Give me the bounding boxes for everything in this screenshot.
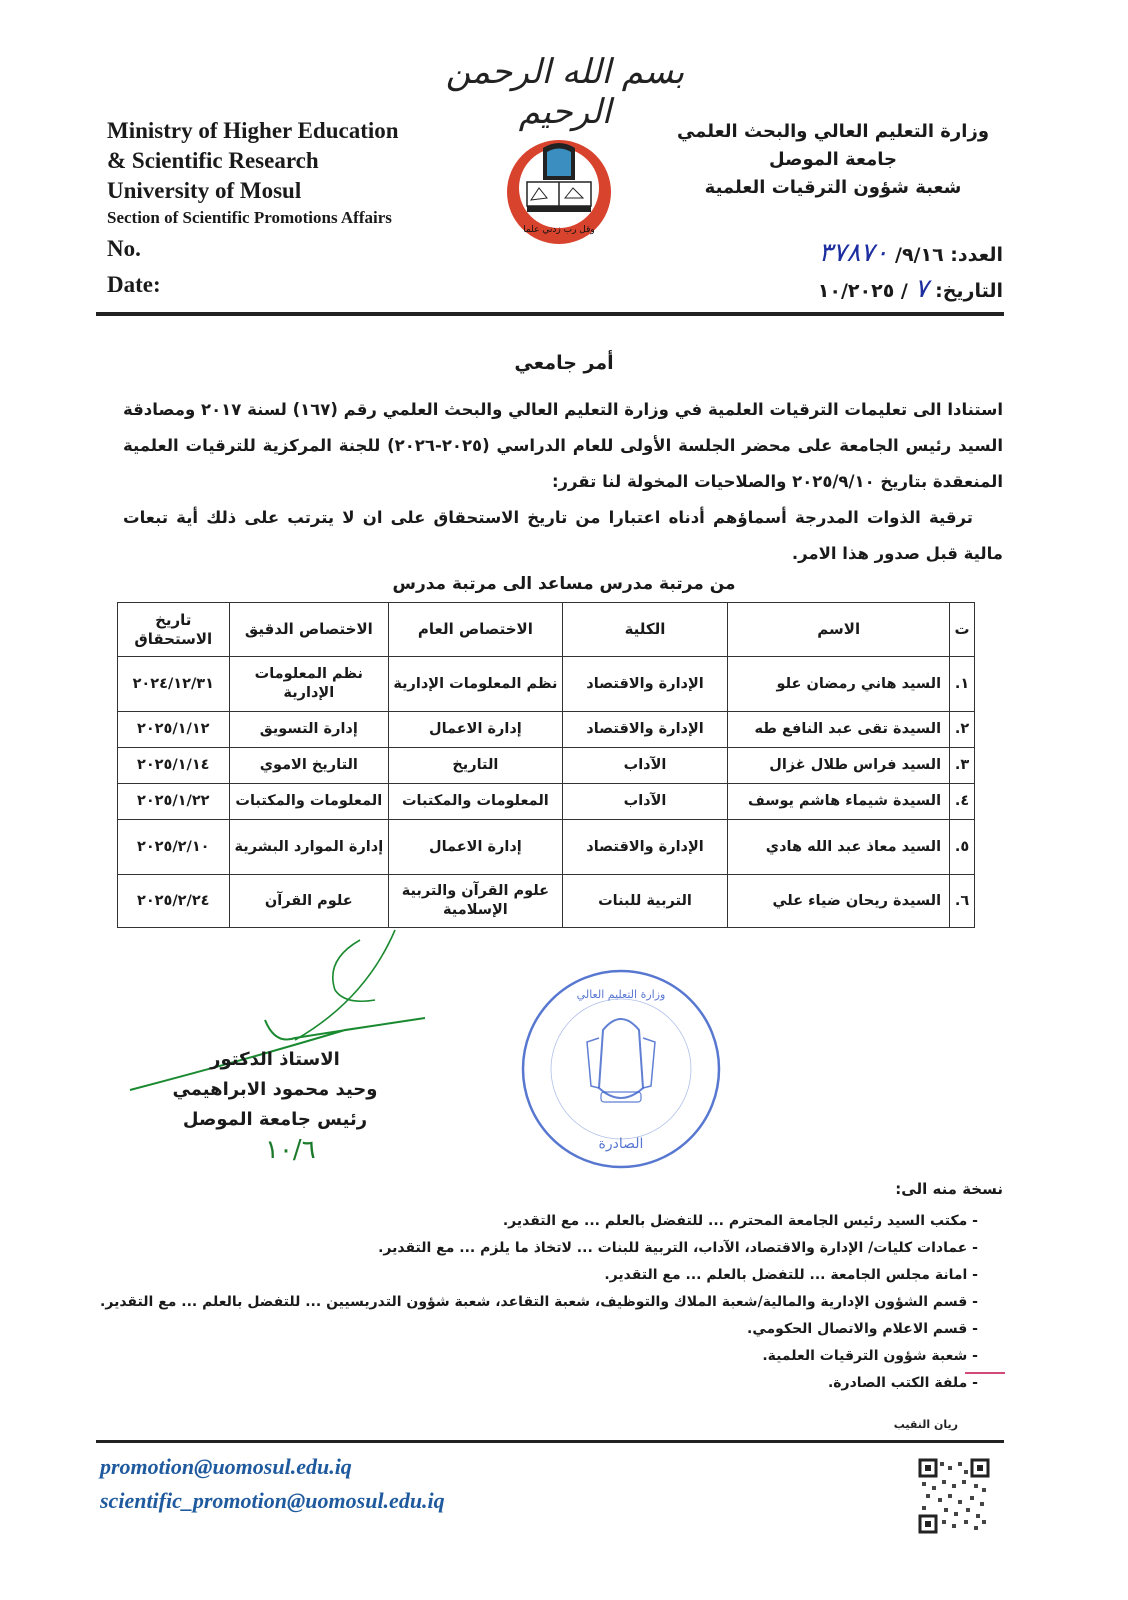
cell-name: السيد فراس طلال غزال (728, 748, 950, 784)
cell-seq: ٦. (950, 875, 975, 928)
svg-text:وقل رب زدني علما: وقل رب زدني علما (523, 225, 595, 235)
typist-initials: ريان النقيب (893, 1418, 958, 1431)
date-label-ar: التاريخ: (935, 280, 1003, 302)
col-header-name: الاسم (728, 603, 950, 657)
cell-seq: ١. (950, 657, 975, 712)
cell-date: ٢٠٢٥/١/٢٢ (118, 784, 230, 820)
footer-emails (100, 1450, 445, 1518)
col-header-date: تاريخ الاستحقاق (118, 603, 230, 657)
cell-general: التاريخ (389, 748, 563, 784)
copies-heading: نسخة منه الى: (895, 1180, 1003, 1198)
cell-date: ٢٠٢٥/٢/٢٤ (118, 875, 230, 928)
no-value: ٩/١٦/ (894, 244, 944, 266)
official-stamp-icon (503, 968, 739, 1170)
cell-seq: ٥. (950, 820, 975, 875)
basmala: بسم الله الرحمن الرحيم (445, 52, 685, 132)
col-header-general: الاختصاص العام (389, 603, 563, 657)
table-header-row (118, 603, 975, 657)
cell-name: السيدة شيماء هاشم يوسف (728, 784, 950, 820)
signature-block (125, 1045, 425, 1135)
svg-text:الصادرة: الصادرة (598, 1136, 644, 1152)
signature-handwritten-date: ١٠/٦ (265, 1135, 316, 1165)
table-row (118, 784, 975, 820)
col-header-specific: الاختصاص الدقيق (229, 603, 389, 657)
cell-date: ٢٠٢٤/١٢/٣١ (118, 657, 230, 712)
date-handwritten-day: ٧ (914, 274, 929, 304)
section-name-ar: شعبة شؤون الترقيات العلمية (704, 177, 962, 198)
cell-college: الآداب (562, 784, 728, 820)
ministry-name-en-2: & Scientific Research (107, 148, 319, 173)
svg-text:وزارة التعليم العالي: وزارة التعليم العالي (576, 988, 666, 1001)
copy-recipient: - مكتب السيد رئيس الجامعة المحترم ... للتفضل بالعلم ... مع التقدير. (502, 1213, 978, 1229)
copies-list (100, 1208, 978, 1397)
cell-college: الإدارة والاقتصاد (562, 820, 728, 875)
table-row (118, 820, 975, 875)
header-divider (96, 312, 1004, 316)
cell-date: ٢٠٢٥/٢/١٠ (118, 820, 230, 875)
cell-name: السيدة ريحان ضياء علي (728, 875, 950, 928)
table-row (118, 712, 975, 748)
cell-general: علوم القرآن والتربية الإسلامية (389, 875, 563, 928)
cell-general: نظم المعلومات الإدارية (389, 657, 563, 712)
university-name-en: University of Mosul (107, 178, 302, 203)
no-label-ar: العدد: (950, 244, 1003, 266)
date-value: / ١٠/٢٠٢٥ (817, 280, 908, 302)
signatory-title: الاستاذ الدكتور (210, 1049, 340, 1070)
document-date (818, 274, 1003, 304)
copy-recipient: - قسم الاعلام والاتصال الحكومي. (747, 1321, 978, 1337)
arabic-letterhead (663, 118, 1003, 202)
col-header-seq: ت (950, 603, 975, 657)
col-header-college: الكلية (562, 603, 728, 657)
english-letterhead (107, 116, 399, 302)
copy-recipient: - عمادات كليات/ الإدارة والاقتصاد، الآداب، التربية للبنات ... لاتخاذ ما يلزم ... مع التقدير. (378, 1240, 978, 1256)
ministry-name-ar: وزارة التعليم العالي والبحث العلمي (676, 121, 990, 142)
table-title: من مرتبة مدرس مساعد الى مرتبة مدرس (392, 574, 736, 594)
promotions-table (117, 602, 975, 928)
cell-college: التربية للبنات (562, 875, 728, 928)
cell-seq: ٤. (950, 784, 975, 820)
copy-recipient: - شعبة شؤون الترقيات العلمية. (762, 1348, 978, 1364)
cell-specific: نظم المعلومات الإدارية (229, 657, 389, 712)
cell-specific: إدارة الموارد البشرية (229, 820, 389, 875)
cell-specific: علوم القرآن (229, 875, 389, 928)
no-label-en: No. (107, 236, 141, 261)
cell-specific: التاريخ الاموي (229, 748, 389, 784)
cell-general: إدارة الاعمال (389, 820, 563, 875)
no-handwritten: ٣٧٨٧٠ (818, 238, 889, 268)
cell-college: الآداب (562, 748, 728, 784)
copy-recipient: - امانة مجلس الجامعة ... للتفضل بالعلم ... مع التقدير. (604, 1267, 978, 1283)
ministry-name-en: Ministry of Higher Education (107, 118, 399, 143)
footer-divider (96, 1440, 1004, 1443)
cell-general: إدارة الاعمال (389, 712, 563, 748)
cell-general: المعلومات والمكتبات (389, 784, 563, 820)
date-label-en: Date: (107, 272, 161, 297)
cell-date: ٢٠٢٥/١/١٤ (118, 748, 230, 784)
copy-recipient: - قسم الشؤون الإدارية والمالية/شعبة الملاك والتوظيف، شعبة التقاعد، شعبة شؤون التدريسيين ... للتفضل بالعلم ... مع التقدير. (100, 1294, 978, 1310)
cell-specific: إدارة التسويق (229, 712, 389, 748)
copy-recipient: - ملفة الكتب الصادرة. (827, 1375, 978, 1391)
paragraph-preamble: استنادا الى تعليمات الترقيات العلمية في وزارة التعليم العالي والبحث العلمي رقم (١٦٧) لسنة ٢٠١٧ ومصادقة السيد رئيس الجامعة على محضر الجلسة الأولى للعام الدراسي (٢٠٢٥-٢٠٢٦) للجنة المركزية للترقيات العلمية المنعقدة بتاريخ ٢٠٢٥/٩/١٠ والصلاحيات المخولة لنا تقرر: (123, 400, 1004, 491)
table-row (118, 748, 975, 784)
qr-code-icon[interactable] (918, 1458, 990, 1534)
document-title: أمر جامعي (514, 352, 614, 374)
signatory-name: وحيد محمود الابراهيمي (172, 1079, 378, 1100)
email-scientific-promotion[interactable]: scientific_promotion@uomosul.edu.iq (100, 1488, 445, 1513)
cell-name: السيدة تقى عبد النافع طه (728, 712, 950, 748)
cell-specific: المعلومات والمكتبات (229, 784, 389, 820)
cell-college: الإدارة والاقتصاد (562, 712, 728, 748)
section-name-en: Section of Scientific Promotions Affairs (107, 208, 392, 227)
university-name-ar: جامعة الموصل (769, 149, 897, 170)
cell-college: الإدارة والاقتصاد (562, 657, 728, 712)
pink-pen-mark (965, 1372, 1005, 1374)
cell-name: السيد هاني رمضان علو (728, 657, 950, 712)
paragraph-decision: ترقية الذوات المدرجة أسماؤهم أدناه اعتبارا من تاريخ الاستحقاق على ان لا يترتب على ذلك أية تبعات مالية قبل صدور هذا الامر. (123, 508, 1003, 563)
signatory-position: رئيس جامعة الموصل (182, 1109, 368, 1130)
email-promotion[interactable]: promotion@uomosul.edu.iq (100, 1454, 352, 1479)
cell-name: السيد معاذ عبد الله هادي (728, 820, 950, 875)
university-logo-icon (503, 140, 615, 245)
table-row (118, 657, 975, 712)
cell-date: ٢٠٢٥/١/١٢ (118, 712, 230, 748)
cell-seq: ٣. (950, 748, 975, 784)
cell-seq: ٢. (950, 712, 975, 748)
document-number (819, 238, 1003, 268)
